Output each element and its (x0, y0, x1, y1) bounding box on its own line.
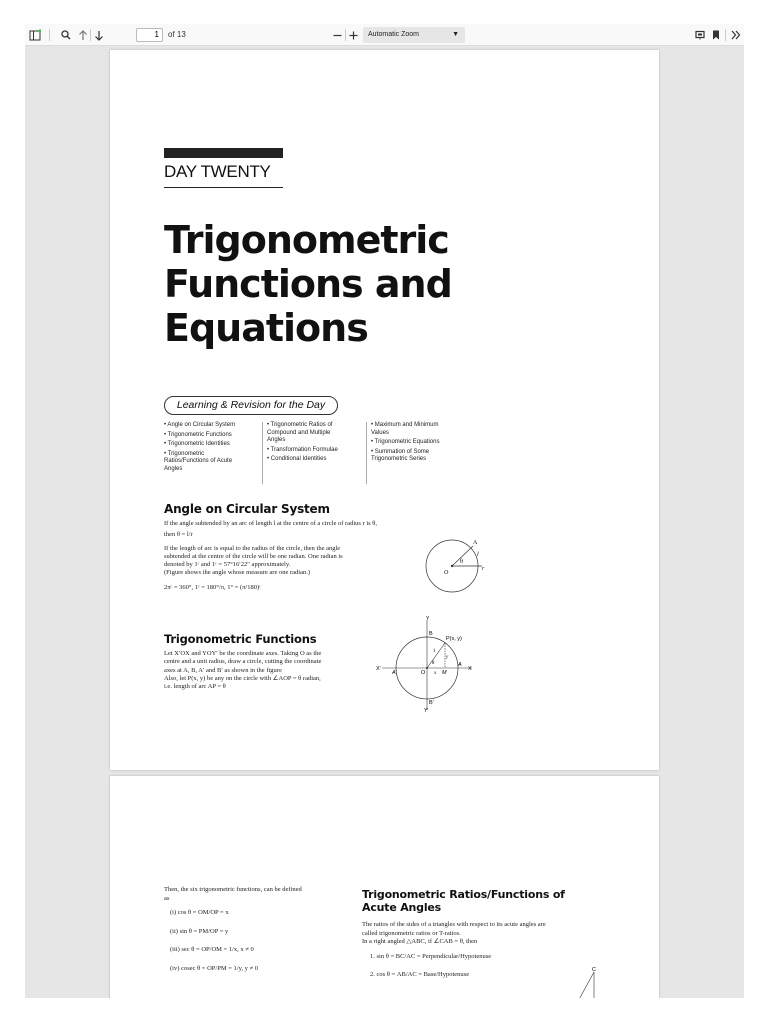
learning-revision-heading: Learning & Revision for the Day (164, 396, 338, 415)
topic-item: Angles (267, 437, 286, 443)
text-line: Also, let P(x, y) be any on the circle with ∠AOP = θ radian, (164, 674, 321, 682)
formula-line: (iv) cosec θ = OP/PM = 1/y, y ≠ 0 (170, 964, 258, 972)
zoom-select[interactable] (363, 27, 465, 43)
bookmark-icon[interactable] (709, 24, 723, 46)
fig-label: B′ (429, 700, 434, 706)
topic-item: • Trigonometric Functions (164, 431, 232, 438)
topic-item: • Trigonometric Ratios of (267, 422, 333, 428)
more-icon[interactable] (729, 24, 743, 46)
text-line: 2πᶜ = 360°, 1ᶜ = 180°/π, 1° = (π/180)ᶜ (164, 583, 261, 591)
fig-label: C (592, 967, 596, 973)
toolbar-separator (49, 29, 50, 41)
fig-label: l (477, 552, 479, 558)
toolbar-separator (725, 29, 726, 41)
text-line: i.e. length of arc AP = θ (164, 683, 226, 691)
fig-label: A (473, 540, 478, 546)
column-divider (262, 422, 263, 484)
fig-label: O (421, 670, 426, 676)
arrow-down-icon[interactable] (92, 24, 106, 46)
fig-label: x (434, 671, 437, 676)
text-line: If the angle subtended by an arc of length l at the centre of a circle of radius r is θ, (164, 520, 378, 527)
topic-item: • Transformation Formulae (267, 446, 338, 453)
formula-line: 1. sin θ = BC/AC = Perpendicular/Hypotenuse (370, 952, 492, 960)
page-total-label: of 13 (168, 30, 186, 39)
topic-item: • Conditional Identities (267, 456, 327, 462)
chapter-label: DAY TWENTY (164, 162, 271, 181)
section-heading-angle: Angle on Circular System (164, 502, 330, 516)
document-viewer[interactable] (25, 46, 744, 998)
topic-item: • Trigonometric Identities (164, 441, 230, 447)
text-line: as (164, 894, 170, 902)
text-line: Then, the six trigonometric functions, can be defined (164, 886, 302, 893)
section-body-trig-functions (164, 650, 374, 691)
section-heading-trig-functions: Trigonometric Functions (164, 632, 317, 646)
toolbar-separator (345, 29, 346, 41)
chapter-title-line: Equations (164, 306, 368, 350)
chevron-down-icon: ▼ (452, 31, 459, 38)
chapter-title (164, 218, 464, 350)
topic-item: • Summation of Some (371, 448, 430, 455)
fig-label: 1 (433, 649, 436, 654)
text-line: then θ = l/r (164, 531, 193, 539)
text-line: subtended at the centre of the circle will be one radian. One radian is (164, 552, 343, 560)
page-number-input[interactable]: 1 (136, 28, 163, 42)
fig-label: y (446, 655, 449, 660)
topics-column-3 (371, 422, 471, 466)
column-divider (366, 422, 367, 484)
fig-label: A′ (392, 670, 397, 676)
fig-label: X (468, 666, 472, 672)
text-line: called trigonometric ratios or T-ratios. (362, 929, 461, 937)
radian-circle-figure (420, 534, 490, 596)
topic-item: • Maximum and Minimum (371, 422, 439, 428)
text-line: (Figure shows the angle whose measure are one radian.) (164, 569, 311, 577)
text-line: Let X′OX and YOY′ be the coordinate axes. Taking O as the (164, 650, 322, 657)
text-line: In a right angled △ABC, if ∠CAB = θ, then (362, 938, 478, 945)
formula-line: (iii) sec θ = OP/OM = 1/x, x ≠ 0 (170, 946, 254, 953)
text-line: The ratios of the sides of a triangles with respect to its acute angles are (362, 921, 546, 928)
present-icon[interactable] (693, 24, 707, 46)
pdf-page-2 (110, 776, 659, 998)
chapter-bar (164, 148, 283, 158)
toolbar-separator (90, 29, 91, 41)
fig-label: X′ (376, 666, 381, 672)
topic-item: Angles (164, 465, 183, 472)
zoom-select-value: Automatic Zoom (368, 31, 419, 38)
chapter-title-line: Functions and (164, 262, 452, 306)
fig-label: P(x, y) (446, 636, 462, 642)
arrow-up-icon[interactable] (76, 24, 90, 46)
topic-item: Values (371, 429, 389, 436)
formula-line: (ii) sin θ = PM/OP = y (170, 927, 229, 935)
chapter-title-line: Trigonometric (164, 218, 449, 262)
search-icon[interactable] (59, 24, 73, 46)
fig-label: M (442, 670, 447, 676)
fig-label: O (444, 570, 449, 576)
plus-icon[interactable] (347, 24, 359, 46)
fig-label: A (458, 662, 462, 668)
page2-left-column (164, 886, 354, 973)
text-line: If the length of arc is equal to the radius of the circle, then the angle (164, 544, 341, 552)
fig-label: B (429, 631, 433, 637)
right-triangle-figure (562, 966, 602, 998)
heading-line: Trigonometric Ratios/Functions of (362, 888, 565, 901)
fig-label: θ (460, 559, 463, 565)
fig-label: r (482, 566, 485, 572)
topic-item: Compound and Multiple (267, 429, 331, 436)
topic-item: • Angle on Circular System (164, 422, 236, 428)
formula-line: 2. cos θ = AB/AC = Base/Hypotenuse (370, 971, 470, 978)
topics-column-1 (164, 422, 254, 475)
chapter-rule (164, 187, 283, 188)
text-line: denoted by 1ᶜ and 1ᶜ = 57°16′22″ approximately. (164, 561, 291, 569)
topic-item: • Trigonometric Equations (371, 439, 440, 445)
heading-line: Acute Angles (362, 901, 442, 914)
text-line: axes at A, B, A′ and B′ as shown in the figure (164, 666, 282, 674)
unit-circle-figure (376, 616, 476, 712)
sidebar-toggle-icon[interactable] (27, 24, 43, 46)
topic-item: Ratios/Functions of Acute (164, 458, 233, 464)
pdf-toolbar (25, 24, 744, 46)
section-heading-acute-angles (362, 888, 565, 914)
topic-item: Trigonometric Series (371, 456, 427, 462)
fig-label: Y (426, 616, 430, 622)
formula-line: (i) cos θ = OM/OP = x (170, 909, 229, 916)
topics-column-2 (267, 422, 362, 466)
pdf-page-1 (110, 50, 659, 770)
fig-label: θ (432, 661, 435, 666)
topic-item: • Trigonometric (164, 450, 205, 457)
text-line: centre and a unit radius, draw a circle, cutting the coordinate (164, 658, 322, 666)
section-body-angle (164, 520, 454, 592)
minus-icon[interactable] (331, 24, 343, 46)
fig-label: Y′ (424, 708, 429, 712)
